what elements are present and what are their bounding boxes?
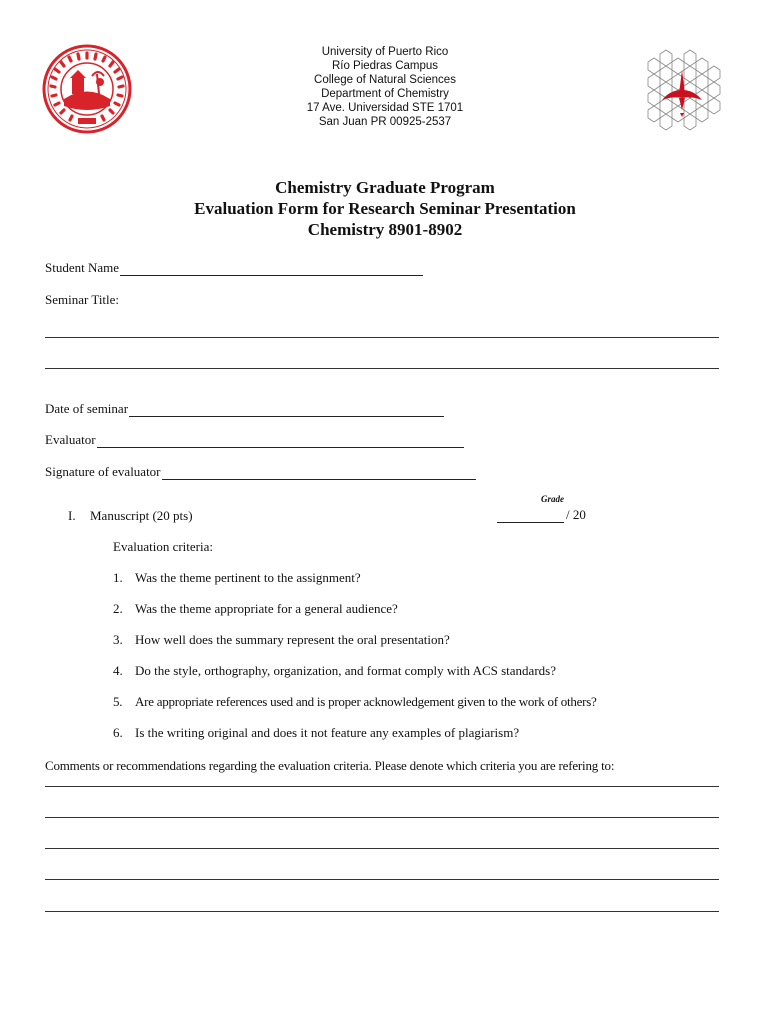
criterion-text: Is the writing original and does it not feature any examples of plagiarism? bbox=[135, 725, 520, 740]
program-title: Chemistry Graduate Program bbox=[275, 178, 495, 197]
criterion-text: Was the theme pertinent to the assignment? bbox=[135, 570, 361, 585]
header-line-college: College of Natural Sciences bbox=[314, 74, 456, 86]
criterion-text: Do the style, orthography, organization, and format comply with ACS standards? bbox=[135, 663, 556, 678]
criterion-text: Are appropriate references used and is proper acknowledgement given to the work of others? bbox=[135, 694, 597, 709]
comment-line-5[interactable] bbox=[45, 911, 719, 912]
section-numeral: I. bbox=[68, 508, 76, 523]
seminar-title-line-2[interactable] bbox=[45, 368, 719, 369]
seminar-title-line-1[interactable] bbox=[45, 337, 719, 338]
institution-address-block bbox=[235, 45, 535, 129]
course-title: Chemistry 8901-8902 bbox=[307, 220, 463, 239]
comment-line-4[interactable] bbox=[45, 879, 719, 880]
comment-line-3[interactable] bbox=[45, 848, 719, 849]
grade-total: / 20 bbox=[566, 507, 586, 522]
header-line-university: University of Puerto Rico bbox=[321, 46, 449, 58]
criterion-text: Was the theme appropriate for a general audience? bbox=[135, 601, 398, 616]
criterion-text: How well does the summary represent the oral presentation? bbox=[135, 632, 450, 647]
grade-field[interactable] bbox=[497, 507, 586, 523]
criterion-item bbox=[113, 663, 556, 679]
criterion-number: 6. bbox=[113, 725, 123, 740]
criterion-item bbox=[113, 694, 597, 710]
grade-line[interactable] bbox=[497, 510, 564, 523]
header-line-campus: Río Piedras Campus bbox=[331, 60, 439, 72]
criterion-item bbox=[113, 725, 519, 741]
student-name-line[interactable] bbox=[120, 263, 423, 276]
date-of-seminar-field[interactable] bbox=[45, 401, 444, 417]
grade-label: Grade bbox=[541, 494, 564, 504]
signature-line[interactable] bbox=[162, 467, 476, 480]
evaluator-line[interactable] bbox=[97, 435, 464, 448]
criterion-item bbox=[113, 632, 450, 648]
criterion-number: 5. bbox=[113, 694, 123, 709]
criterion-number: 4. bbox=[113, 663, 123, 678]
university-seal-icon bbox=[42, 44, 132, 134]
criteria-heading: Evaluation criteria: bbox=[113, 539, 213, 554]
criterion-item bbox=[113, 601, 398, 617]
signature-field[interactable] bbox=[45, 464, 476, 480]
form-title-block bbox=[85, 177, 685, 240]
criterion-number: 1. bbox=[113, 570, 123, 585]
form-title: Evaluation Form for Research Seminar Presentation bbox=[194, 199, 576, 218]
student-name-label: Student Name bbox=[45, 260, 120, 275]
date-of-seminar-line[interactable] bbox=[129, 404, 444, 417]
date-of-seminar-label: Date of seminar bbox=[45, 401, 129, 416]
section-title: Manuscript (20 pts) bbox=[90, 508, 193, 523]
chemistry-department-logo-icon bbox=[640, 46, 724, 132]
criterion-number: 3. bbox=[113, 632, 123, 647]
comment-line-2[interactable] bbox=[45, 817, 719, 818]
header-line-department: Department of Chemistry bbox=[321, 88, 449, 100]
student-name-field[interactable] bbox=[45, 260, 423, 276]
criterion-item bbox=[113, 570, 361, 586]
comments-label: Comments or recommendations regarding the evaluation criteria. Please denote which criteria you are refering to: bbox=[45, 758, 615, 773]
criterion-number: 2. bbox=[113, 601, 123, 616]
signature-label: Signature of evaluator bbox=[45, 464, 161, 479]
header-line-city: San Juan PR 00925-2537 bbox=[318, 116, 452, 128]
seminar-title-label: Seminar Title: bbox=[45, 292, 120, 307]
header-line-street: 17 Ave. Universidad STE 1701 bbox=[306, 102, 464, 114]
comment-line-1[interactable] bbox=[45, 786, 719, 787]
evaluator-label: Evaluator bbox=[45, 432, 96, 447]
evaluator-field[interactable] bbox=[45, 432, 464, 448]
